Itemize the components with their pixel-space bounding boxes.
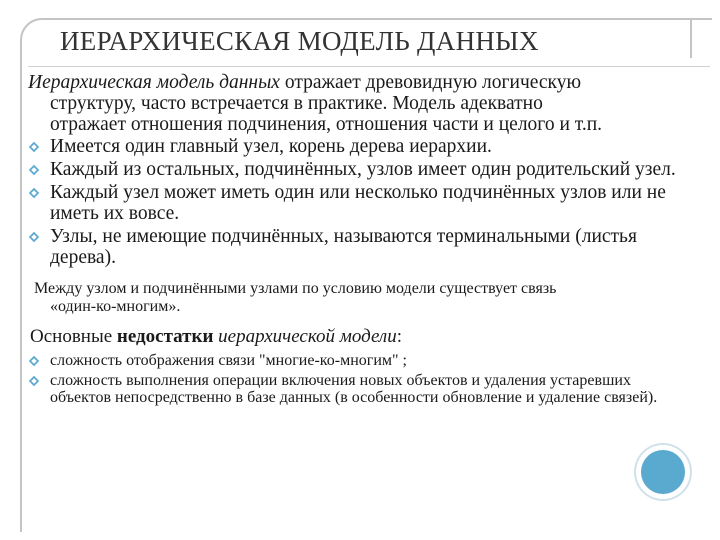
- diamond-outline-icon: [28, 231, 40, 243]
- diamond-outline-icon: [28, 355, 40, 367]
- list-item: [28, 372, 693, 406]
- slide-title: ИЕРАРХИЧЕСКАЯ МОДЕЛЬ ДАННЫХ: [60, 26, 539, 56]
- drawbacks-heading-post: :: [396, 326, 402, 347]
- list-item: [28, 182, 693, 224]
- slide-frame-left: [20, 498, 22, 532]
- diamond-outline-icon: [28, 375, 40, 387]
- properties-list: [28, 136, 693, 268]
- drawbacks-heading-bold: недостатки: [116, 326, 214, 347]
- note-line-1: Между узлом и подчинёнными узлами по условию модели существует связь: [34, 280, 557, 297]
- drawbacks-heading-pre: Основные: [30, 326, 117, 347]
- diamond-outline-icon: [28, 141, 40, 153]
- drawbacks-heading-italic: иерархической модели: [218, 326, 397, 347]
- slide-frame-right: [690, 18, 692, 58]
- list-item-text: сложность выполнения операции включения новых объектов и удаления устаревших объектов непосредственно в базе данных (в особенности обновление и удаление связей).: [50, 372, 658, 406]
- intro-line-3: отражает отношения подчинения, отношения части и целого и т.п.: [50, 114, 602, 135]
- list-item-text: Каждый из остальных, подчинённых, узлов имеет один родительский узел.: [50, 159, 676, 180]
- list-item-text: Имеется один главный узел, корень дерева иерархии.: [50, 136, 492, 157]
- drawbacks-heading: [30, 326, 693, 348]
- title-divider: [28, 66, 710, 67]
- note-line-2: «один-ко-многим».: [50, 298, 181, 315]
- relationship-note: [34, 280, 693, 316]
- slide-content: [28, 72, 693, 409]
- list-item-text: Узлы, не имеющие подчинённых, называются терминальными (листья дерева).: [50, 226, 637, 268]
- intro-lead: Иерархическая модель данных: [28, 72, 280, 93]
- list-item: [28, 226, 693, 268]
- list-item: [28, 352, 693, 369]
- intro-paragraph: [28, 72, 693, 135]
- diamond-outline-icon: [28, 187, 40, 199]
- diamond-outline-icon: [28, 164, 40, 176]
- circle-icon: [641, 450, 685, 494]
- intro-line-2: структуру, часто встречается в практике. Модель адекватно: [50, 93, 543, 114]
- drawbacks-list: [28, 352, 693, 406]
- list-item-text: Каждый узел может иметь один или несколько подчинённых узлов или не иметь их вовсе.: [50, 182, 666, 224]
- list-item-text: сложность отображения связи "многие-ко-многим" ;: [50, 352, 407, 369]
- list-item: [28, 159, 693, 180]
- intro-rest: отражает древовидную логическую: [279, 72, 582, 93]
- list-item: [28, 136, 693, 157]
